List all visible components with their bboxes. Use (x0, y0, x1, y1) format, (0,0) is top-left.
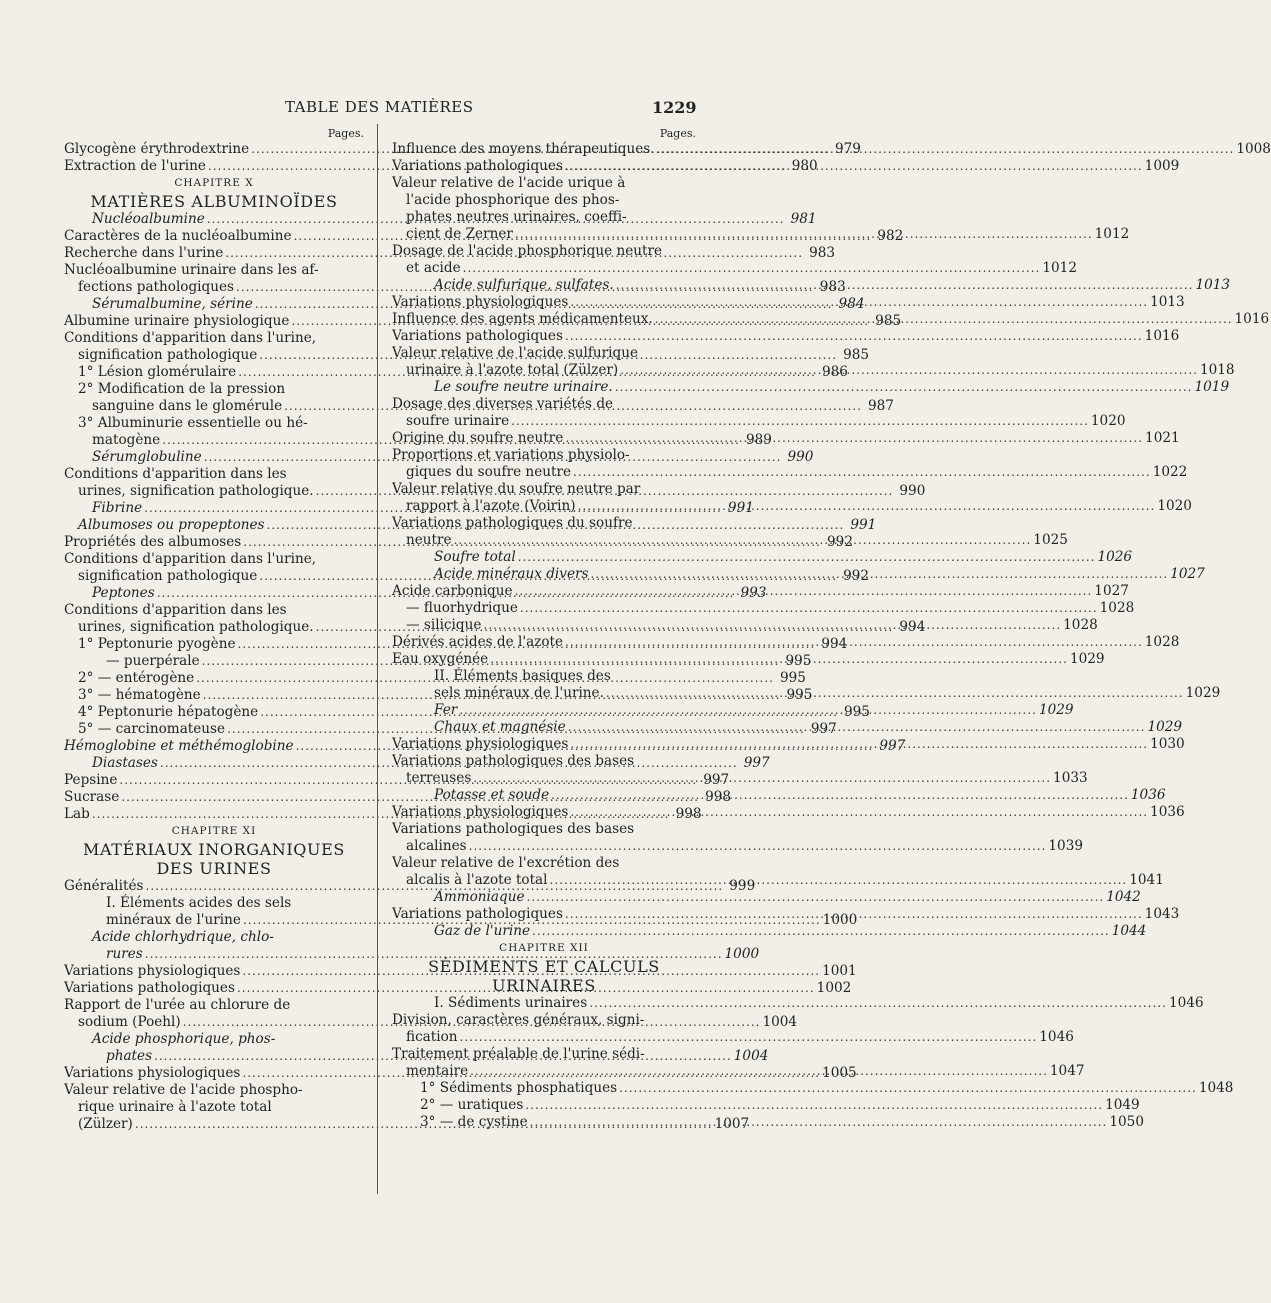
entry-title: Dosage des diverses variétés de (392, 396, 614, 412)
entry-title: urines, signification pathologique. (78, 619, 314, 635)
chapter-title-text: MATÉRIAUX INORGANIQUES (83, 840, 345, 859)
entry-title: signification pathologique (78, 568, 258, 584)
toc-entry-continued (392, 1046, 696, 1063)
entry-title: Glycogène érythrodextrine (64, 141, 250, 157)
entry-page-number: 989 (745, 432, 772, 448)
entry-title: fections pathologiques (78, 279, 235, 295)
chapter-number (64, 823, 364, 840)
entry-page-number: 986 (821, 364, 848, 380)
leader-dots (469, 838, 1047, 855)
toc-entry-continued (392, 447, 696, 464)
entry-title: l'acide phosphorique des phos- (406, 192, 620, 208)
entry-page-number: 995 (786, 687, 813, 703)
entry-title: Influence des agents médicamenteux. (392, 311, 653, 327)
toc-entry-continued (64, 262, 364, 279)
chapter-title-text: SÉDIMENTS ET CALCULS (428, 957, 660, 976)
entry-page-number: 1029 (1038, 702, 1074, 718)
entry-page-number: 1008 (1236, 141, 1271, 157)
entry-page-number: 995 (844, 704, 870, 720)
toc-entry-continued (64, 381, 364, 398)
entry-title: Nucléoalbumine urinaire dans les af- (64, 262, 319, 278)
entry-page-number: 997 (703, 772, 730, 788)
entry-title: Sérumalbumine, sérine (92, 296, 253, 312)
entry-title: Extraction de l'urine (64, 158, 206, 174)
entry-page-number: 1048 (1198, 1080, 1234, 1096)
entry-page-number: 992 (827, 534, 853, 550)
entry-page-number: 1000 (822, 912, 858, 928)
entry-title: fication (406, 1029, 458, 1045)
entry-title: Soufre total (434, 549, 516, 565)
entry-title: Valeur relative du soufre neutre par (392, 481, 641, 497)
chapter-title (64, 192, 364, 211)
toc-entry (392, 804, 1185, 821)
entry-page-number: 1036 (1130, 787, 1166, 803)
toc-entry (392, 995, 1204, 1012)
leader-dots (657, 141, 1235, 158)
entry-page-number: 1012 (1042, 260, 1077, 276)
entry-title: Albumoses ou propeptones (78, 517, 265, 533)
entry-page-number: 1013 (1195, 277, 1231, 293)
leader-dots (527, 889, 1105, 906)
toc-entry-continued (64, 895, 364, 912)
entry-page-number: 995 (780, 670, 806, 686)
entry-page-number: 994 (821, 636, 848, 652)
leader-dots (454, 532, 1032, 549)
leader-dots (620, 362, 1198, 379)
leader-dots (463, 260, 1041, 277)
entry-title: terreuses (406, 770, 472, 786)
entry-title: Variations pathologiques (64, 980, 235, 996)
entry-title: signification pathologique (78, 347, 258, 363)
entry-title: Valeur relative de l'acide phospho- (64, 1082, 303, 1098)
entry-page-number: 990 (787, 449, 814, 465)
entry-page-number: 1021 (1145, 430, 1180, 446)
entry-page-number: 1046 (1039, 1029, 1074, 1045)
chapter-number (392, 940, 696, 957)
entry-title: Proportions et variations physiolo- (392, 447, 630, 463)
entry-title: Variations pathologiques (392, 906, 563, 922)
entry-title: Ammoniaque (434, 889, 525, 905)
entry-title: 5° — carcinomateuse (78, 721, 226, 737)
leader-dots (515, 226, 1093, 243)
entry-page-number: 982 (877, 228, 904, 244)
entry-title: — fluorhydrique (406, 600, 518, 616)
toc-entry-continued (392, 1012, 696, 1029)
entry-title: urines, signification pathologique. (78, 483, 314, 499)
entry-title: I. Sédiments urinaires (434, 995, 588, 1011)
entry-title: urinaire à l'azote total (Zülzer) (406, 362, 619, 378)
entry-page-number: 990 (899, 483, 926, 499)
leader-dots (565, 430, 1143, 447)
entry-page-number: 983 (819, 279, 846, 295)
entry-title: 1° Lésion glomérulaire (78, 364, 237, 380)
toc-entry-continued (392, 243, 696, 260)
toc-entry-continued (392, 515, 696, 532)
entry-title: rique urinaire à l'azote total (78, 1099, 272, 1115)
running-title: TABLE DES MATIÈRES (285, 98, 474, 116)
toc-entry (392, 838, 1083, 855)
page-number: 1229 (652, 98, 697, 117)
leader-dots (606, 685, 1184, 702)
entry-page-number: 1027 (1094, 583, 1129, 599)
entry-title: Division, caractères généraux, signi- (392, 1012, 645, 1028)
entry-title: 2° Modification de la pression (78, 381, 286, 397)
toc-entry (392, 328, 1180, 345)
leader-dots (459, 702, 1037, 719)
entry-page-number: 992 (843, 568, 870, 584)
entry-title: I. Éléments acides des sels (106, 895, 292, 911)
toc-entry-continued (392, 396, 696, 413)
toc-entry (392, 413, 1126, 430)
leader-dots (483, 617, 1061, 634)
entry-page-number: 1029 (1185, 685, 1221, 701)
entry-title: Influence des moyens thérapeutiques. (392, 141, 655, 157)
entry-title: — silicique (406, 617, 482, 633)
entry-page-number: 987 (867, 398, 894, 414)
entry-page-number: 983 (809, 245, 836, 261)
toc-entry-continued (392, 481, 696, 498)
entry-page-number: 1049 (1105, 1097, 1140, 1113)
leader-dots (589, 995, 1167, 1012)
entry-title: giques du soufre neutre (406, 464, 571, 480)
entry-title: Fibrine (92, 500, 143, 516)
entry-title: Acide sulfurique, sulfates. (434, 277, 614, 293)
chapter-title (392, 976, 696, 995)
entry-page-number: 1043 (1144, 906, 1180, 922)
leader-dots (570, 736, 1148, 753)
entry-title: Conditions d'apparition dans les (64, 602, 287, 618)
entry-title: Eau oxygénée (392, 651, 489, 667)
entry-title: Variations pathologiques du soufre (392, 515, 633, 531)
leader-dots (470, 1063, 1048, 1080)
entry-page-number: 1012 (1094, 226, 1130, 242)
toc-entry (392, 379, 1230, 396)
entry-page-number: 998 (675, 806, 702, 822)
leader-dots (565, 634, 1143, 651)
entry-title: Valeur relative de l'acide urique à (392, 175, 626, 191)
entry-page-number: 1029 (1147, 719, 1183, 735)
toc-entry-continued (392, 192, 696, 209)
entry-page-number: 1002 (816, 980, 852, 996)
entry-page-number: 1028 (1144, 634, 1180, 650)
chapter-label: CHAPITRE XI (171, 825, 257, 837)
chapter-title (64, 859, 364, 878)
entry-title: sodium (Poehl) (78, 1014, 181, 1030)
entry-page-number: 1016 (1144, 328, 1180, 344)
entry-title: Variations physiologiques (392, 804, 569, 820)
entry-page-number: 999 (729, 878, 756, 894)
entry-title: mentaire (406, 1063, 469, 1079)
entry-page-number: 1013 (1150, 294, 1185, 310)
entry-page-number: 1007 (714, 1116, 750, 1132)
entry-title: Valeur relative de l'excrétion des (392, 855, 620, 871)
chapter-number (64, 175, 364, 192)
entry-title: Peptones (92, 585, 155, 601)
entry-page-number: 991 (727, 500, 754, 516)
leader-dots (518, 549, 1096, 566)
entry-page-number: 1042 (1106, 889, 1141, 905)
entry-title: Valeur relative de l'acide sulfurique (392, 345, 638, 361)
toc-entry (392, 549, 1133, 566)
toc-entry (392, 923, 1147, 940)
toc-entry-continued (64, 929, 364, 946)
column-divider (377, 124, 378, 1194)
chapter-title (64, 840, 364, 859)
entry-page-number: 1046 (1168, 995, 1204, 1011)
entry-title: — puerpérale (106, 653, 200, 669)
entry-title: sanguine dans le glomérule (92, 398, 283, 414)
entry-page-number: 1004 (733, 1048, 769, 1064)
toc-entry (392, 1097, 1140, 1114)
leader-dots (473, 770, 1051, 787)
leader-dots (570, 294, 1148, 311)
entry-title: Conditions d'apparition dans l'urine, (64, 330, 317, 346)
leader-dots (525, 1097, 1103, 1114)
leader-dots (460, 1029, 1038, 1046)
entry-title: Dosage de l'acide phosphorique neutre (392, 243, 663, 259)
page-header (0, 98, 800, 122)
leader-dots (619, 1080, 1197, 1097)
entry-page-number: 1018 (1199, 362, 1235, 378)
leader-dots (530, 1114, 1108, 1131)
leader-dots (515, 583, 1093, 600)
toc-entry-continued (64, 602, 364, 619)
leader-dots (568, 719, 1146, 736)
entry-page-number: 979 (834, 141, 861, 157)
chapter-title-text: DES URINES (156, 859, 272, 878)
entry-page-number: 1044 (1111, 923, 1147, 939)
entry-title: alcalis à l'azote total (406, 872, 548, 888)
entry-title: Lab (64, 806, 90, 822)
chapter-title-text: URINAIRES (492, 976, 596, 995)
entry-title: Variations pathologiques des bases (392, 753, 635, 769)
entry-title: Traitement préalable de l'urine sédi- (392, 1046, 645, 1062)
entry-title: rapport à l'azote (Voirin) (406, 498, 576, 514)
entry-page-number: 1020 (1090, 413, 1126, 429)
entry-page-number: 1004 (762, 1014, 798, 1030)
toc-entry-continued (392, 821, 696, 838)
leader-dots (550, 872, 1128, 889)
entry-title: Hémoglobine et méthémoglobine (64, 738, 294, 754)
entry-title: alcalines (406, 838, 467, 854)
leader-dots (655, 311, 1233, 328)
entry-page-number: 1033 (1053, 770, 1088, 786)
toc-entry-continued (64, 1099, 364, 1116)
toc-entry-continued (392, 668, 696, 685)
entry-title: 2° — uratiques (420, 1097, 524, 1113)
entry-page-number: 1016 (1234, 311, 1270, 327)
toc-entry (392, 600, 1135, 617)
entry-title: rures (106, 946, 143, 962)
entry-title: Variations physiologiques (392, 294, 569, 310)
entry-title: Acide carbonique (392, 583, 513, 599)
entry-page-number: 1027 (1170, 566, 1205, 582)
entry-page-number: 1041 (1129, 872, 1164, 888)
entry-page-number: 985 (843, 347, 870, 363)
entry-title: Variations pathologiques des bases (392, 821, 635, 837)
entry-title: Variations pathologiques (392, 158, 563, 174)
leader-dots (520, 600, 1098, 617)
toc-entry (392, 1080, 1234, 1097)
entry-page-number: 998 (705, 789, 732, 805)
entry-title: Conditions d'apparition dans les (64, 466, 287, 482)
entry-title: minéraux de l'urine (106, 912, 241, 928)
chapter-title (392, 957, 696, 976)
entry-page-number: 1005 (822, 1065, 857, 1081)
entry-page-number: 1019 (1194, 379, 1230, 395)
entry-title: Variations physiologiques (64, 963, 241, 979)
chapter-label: CHAPITRE XII (499, 942, 589, 954)
entry-title: Nucléoalbumine (92, 211, 205, 227)
entry-title: Généralités (64, 878, 144, 894)
entry-page-number: 997 (879, 738, 906, 754)
entry-title: Sérumglobuline (92, 449, 202, 465)
entry-title: Albumine urinaire physiologique (64, 313, 290, 329)
entry-title: Acide minéraux divers (434, 566, 589, 582)
entry-title: matogène (92, 432, 161, 448)
entry-title: Acide phosphorique, phos- (92, 1031, 276, 1047)
entry-page-number: 994 (899, 619, 926, 635)
entry-page-number: 980 (791, 158, 818, 174)
toc-entry-continued (64, 330, 364, 347)
entry-title: 3° Albuminurie essentielle ou hé- (78, 415, 308, 431)
entry-title: Variations physiologiques (392, 736, 569, 752)
entry-page-number: 1000 (724, 946, 760, 962)
entry-page-number: 1020 (1157, 498, 1192, 514)
entry-page-number: 1030 (1150, 736, 1185, 752)
entry-title: 4° Peptonurie hépatogène (78, 704, 259, 720)
entry-title: Propriétés des albumoses (64, 534, 242, 550)
entry-page-number: 1050 (1109, 1114, 1144, 1130)
entry-page-number: 1036 (1150, 804, 1185, 820)
pages-column-label (64, 126, 364, 141)
entry-title: 3° — de cystine (420, 1114, 528, 1130)
toc-entry-continued (64, 551, 364, 568)
entry-title: Recherche dans l'urine (64, 245, 224, 261)
entry-title: Sucrase (64, 789, 120, 805)
entry-title: 2° — entérogène (78, 670, 195, 686)
entry-title: Rapport de l'urée au chlorure de (64, 997, 291, 1013)
entry-title: Diastases (92, 755, 158, 771)
entry-page-number: 993 (740, 585, 767, 601)
toc-entry-continued (64, 1031, 364, 1048)
toc-entry-continued (64, 466, 364, 483)
entry-page-number: 991 (850, 517, 877, 533)
entry-page-number: 985 (875, 313, 902, 329)
pages-column-label (392, 126, 696, 141)
entry-page-number: 1047 (1049, 1063, 1085, 1079)
leader-dots (490, 651, 1068, 668)
leader-dots (616, 277, 1194, 294)
entry-page-number: 1028 (1099, 600, 1135, 616)
entry-page-number: 1009 (1144, 158, 1180, 174)
toc-entry-continued (392, 345, 696, 362)
toc-entry-continued (64, 415, 364, 432)
entry-title: 1° Sédiments phosphatiques (420, 1080, 618, 1096)
toc-entry-continued (64, 1082, 364, 1099)
leader-dots (565, 328, 1143, 345)
entry-title: 1° Peptonurie pyogène (78, 636, 236, 652)
entry-title: Dérivés acides de l'azote (392, 634, 564, 650)
entry-title: Fer (434, 702, 458, 718)
entry-page-number: 997 (743, 755, 770, 771)
entry-title: neutre (406, 532, 452, 548)
entry-page-number: 1039 (1048, 838, 1083, 854)
entry-page-number: 1028 (1063, 617, 1098, 633)
leader-dots (565, 158, 1143, 175)
chapter-label: CHAPITRE X (174, 177, 254, 189)
entry-title: Pepsine (64, 772, 118, 788)
pages-label: Pages. (327, 127, 364, 140)
leader-dots (532, 923, 1110, 940)
entry-page-number: 984 (838, 296, 865, 312)
leader-dots (578, 498, 1156, 515)
entry-title: Variations pathologiques (392, 328, 563, 344)
entry-title: II. Éléments basiques des (434, 668, 611, 684)
toc-entry-continued (392, 753, 696, 770)
entry-title: phates neutres urinaires, coeffi- (406, 209, 627, 225)
entry-title: Le soufre neutre urinaire. (434, 379, 613, 395)
entry-title: cient de Zerner (406, 226, 513, 242)
toc-entry-continued (392, 175, 696, 192)
entry-page-number: 995 (785, 653, 812, 669)
toc-entry-continued (392, 209, 696, 226)
pages-label: Pages. (659, 127, 696, 140)
entry-title: sels minéraux de l'urine. (434, 685, 604, 701)
entry-page-number: 1022 (1152, 464, 1188, 480)
toc-entry (392, 1029, 1074, 1046)
entry-page-number: 1001 (822, 963, 857, 979)
entry-title: phates (106, 1048, 153, 1064)
entry-page-number: 1025 (1033, 532, 1068, 548)
entry-page-number: 1026 (1097, 549, 1133, 565)
entry-title: Chaux et magnésie (434, 719, 566, 735)
entry-title: Variations physiologiques (64, 1065, 241, 1081)
chapter-title-text: MATIÈRES ALBUMINOÏDES (90, 192, 338, 211)
entry-title: Conditions d'apparition dans l'urine, (64, 551, 317, 567)
leader-dots (511, 413, 1089, 430)
leader-dots (570, 804, 1148, 821)
leader-dots (615, 379, 1193, 396)
entry-title: Potasse et soude (434, 787, 550, 803)
entry-title: Caractères de la nucléoalbumine (64, 228, 292, 244)
entry-page-number: 981 (790, 211, 817, 227)
entry-title: (Zülzer) (78, 1116, 133, 1132)
leader-dots (573, 464, 1151, 481)
leader-dots (565, 906, 1143, 923)
entry-page-number: 1029 (1069, 651, 1105, 667)
entry-title: Acide chlorhydrique, chlo- (92, 929, 274, 945)
leader-dots (551, 787, 1129, 804)
toc-entry-continued (64, 997, 364, 1014)
entry-title: 3° — hématogène (78, 687, 201, 703)
leader-dots (590, 566, 1168, 583)
toc-entry-continued (392, 855, 696, 872)
toc-entry (392, 889, 1141, 906)
toc-entry (392, 464, 1188, 481)
toc-entry (392, 260, 1077, 277)
entry-title: Gaz de l'urine (434, 923, 530, 939)
entry-page-number: 997 (810, 721, 837, 737)
entry-title: et acide (406, 260, 461, 276)
entry-title: soufre urinaire (406, 413, 510, 429)
entry-title: Origine du soufre neutre (392, 430, 564, 446)
